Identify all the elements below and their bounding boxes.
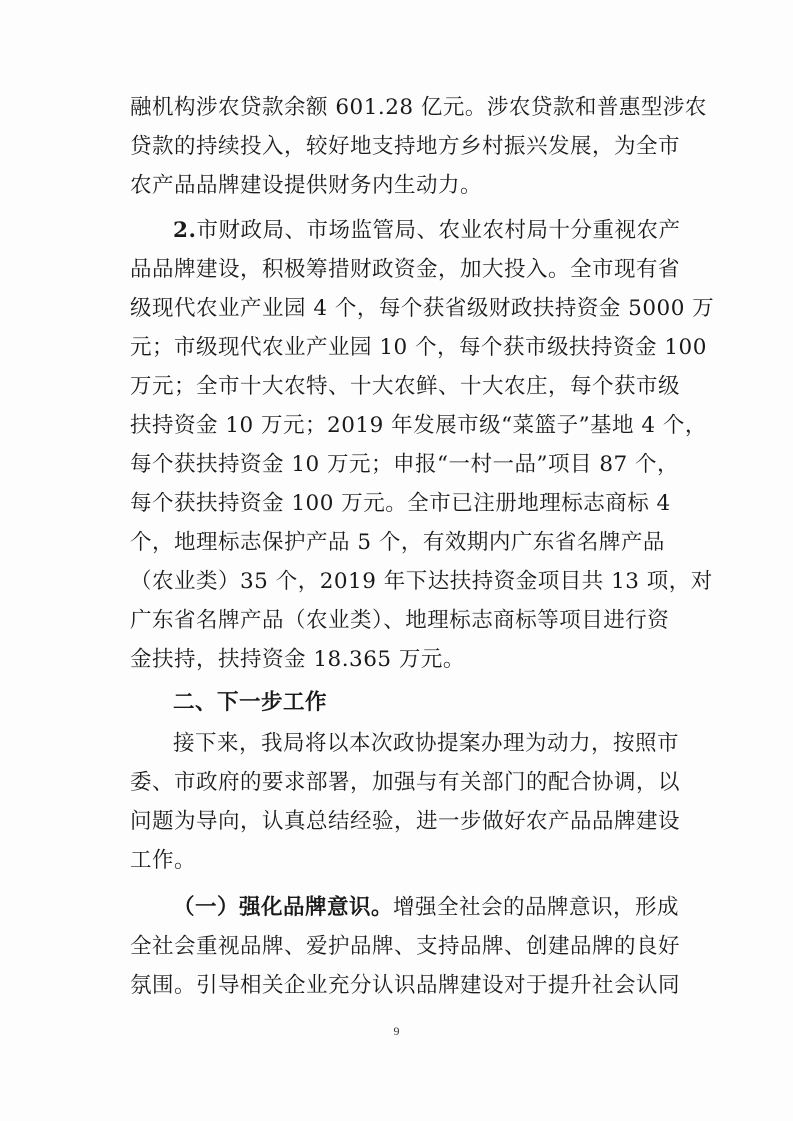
- line-text: 广东省名牌产品（农业类）、地理标志商标等项目进行资: [130, 608, 670, 633]
- line-text: 接下来，我局将以本次政协提案办理为动力，按照市: [173, 731, 680, 756]
- line-text: 融机构涉农贷款余额 601.28 亿元。涉农贷款和普惠型涉农: [130, 95, 707, 120]
- line-text: 每个获扶持资金 100 万元。全市已注册地理标志商标 4: [130, 491, 671, 516]
- text-line: [130, 250, 681, 289]
- text-line: [130, 484, 678, 523]
- line-text: 级现代农业产业园 4 个，每个获省级财政扶持资金 5000 万: [130, 296, 715, 321]
- text-line: [130, 406, 707, 445]
- line-text: 市财政局、市场监管局、农业农村局十分重视农产: [196, 218, 681, 243]
- text-line: [130, 802, 681, 841]
- text-line: [130, 289, 715, 328]
- text-line: [130, 127, 681, 166]
- line-text: 扶持资金 10 万元；2019 年发展市级“菜篮子”基地 4 个，: [130, 413, 707, 438]
- line-text: 二、下一步工作: [173, 690, 328, 715]
- line-text: 农产品品牌建设提供财务内生动力。: [130, 173, 483, 198]
- line-text: 品品牌建设，积极筹措财政资金，加大投入。全市现有省: [130, 257, 681, 282]
- text-line: [130, 640, 678, 679]
- line-text: （农业类）35 个，2019 年下达扶持资金项目共 13 项，对: [130, 569, 713, 594]
- text-line: [130, 724, 678, 763]
- line-text: 问题为导向，认真总结经验，进一步做好农产品品牌建设: [130, 809, 681, 834]
- line-text: 金扶持，扶持资金 18.365 万元。: [130, 647, 465, 672]
- text-line: [130, 88, 707, 127]
- line-lead: 2.: [173, 218, 197, 243]
- line-text: 元；市级现代农业产业园 10 个，每个获市级扶持资金 100: [130, 335, 707, 360]
- text-line: [130, 888, 678, 927]
- text-line: [130, 966, 681, 1005]
- line-text: 每个获扶持资金 10 万元；申报“一村一品”项目 87 个，: [130, 452, 680, 477]
- section-heading: [130, 683, 678, 722]
- text-line: [130, 562, 713, 601]
- line-text: 全社会重视品牌、爱护品牌、支持品牌、创建品牌的良好: [130, 934, 681, 959]
- line-text: 个，地理标志保护产品 5 个，有效期内广东省名牌产品: [130, 530, 665, 555]
- line-text: 增强全社会的品牌意识，形成: [393, 895, 680, 920]
- text-line: [130, 601, 678, 640]
- line-text: 工作。: [130, 848, 197, 873]
- document-body: [130, 88, 715, 1005]
- text-lines: [130, 88, 715, 1005]
- text-line: [130, 927, 681, 966]
- text-line: [130, 328, 707, 367]
- text-line: [130, 445, 678, 484]
- line-text: 氛围。引导相关企业充分认识品牌建设对于提升社会认同: [130, 973, 681, 998]
- line-lead: （一）强化品牌意识。: [173, 895, 394, 920]
- text-line: [130, 523, 678, 562]
- text-line: [130, 211, 681, 250]
- page-number: 9: [393, 1024, 400, 1038]
- text-line: [130, 166, 678, 205]
- line-text: 委、市政府的要求部署，加强与有关部门的配合协调，以: [130, 770, 681, 795]
- line-text: 贷款的持续投入，较好地支持地方乡村振兴发展，为全市: [130, 134, 681, 159]
- line-text: 万元；全市十大农特、十大农鲜、十大农庄，每个获市级: [130, 374, 681, 399]
- text-line: [130, 367, 681, 406]
- text-line: [130, 841, 678, 880]
- text-line: [130, 763, 681, 802]
